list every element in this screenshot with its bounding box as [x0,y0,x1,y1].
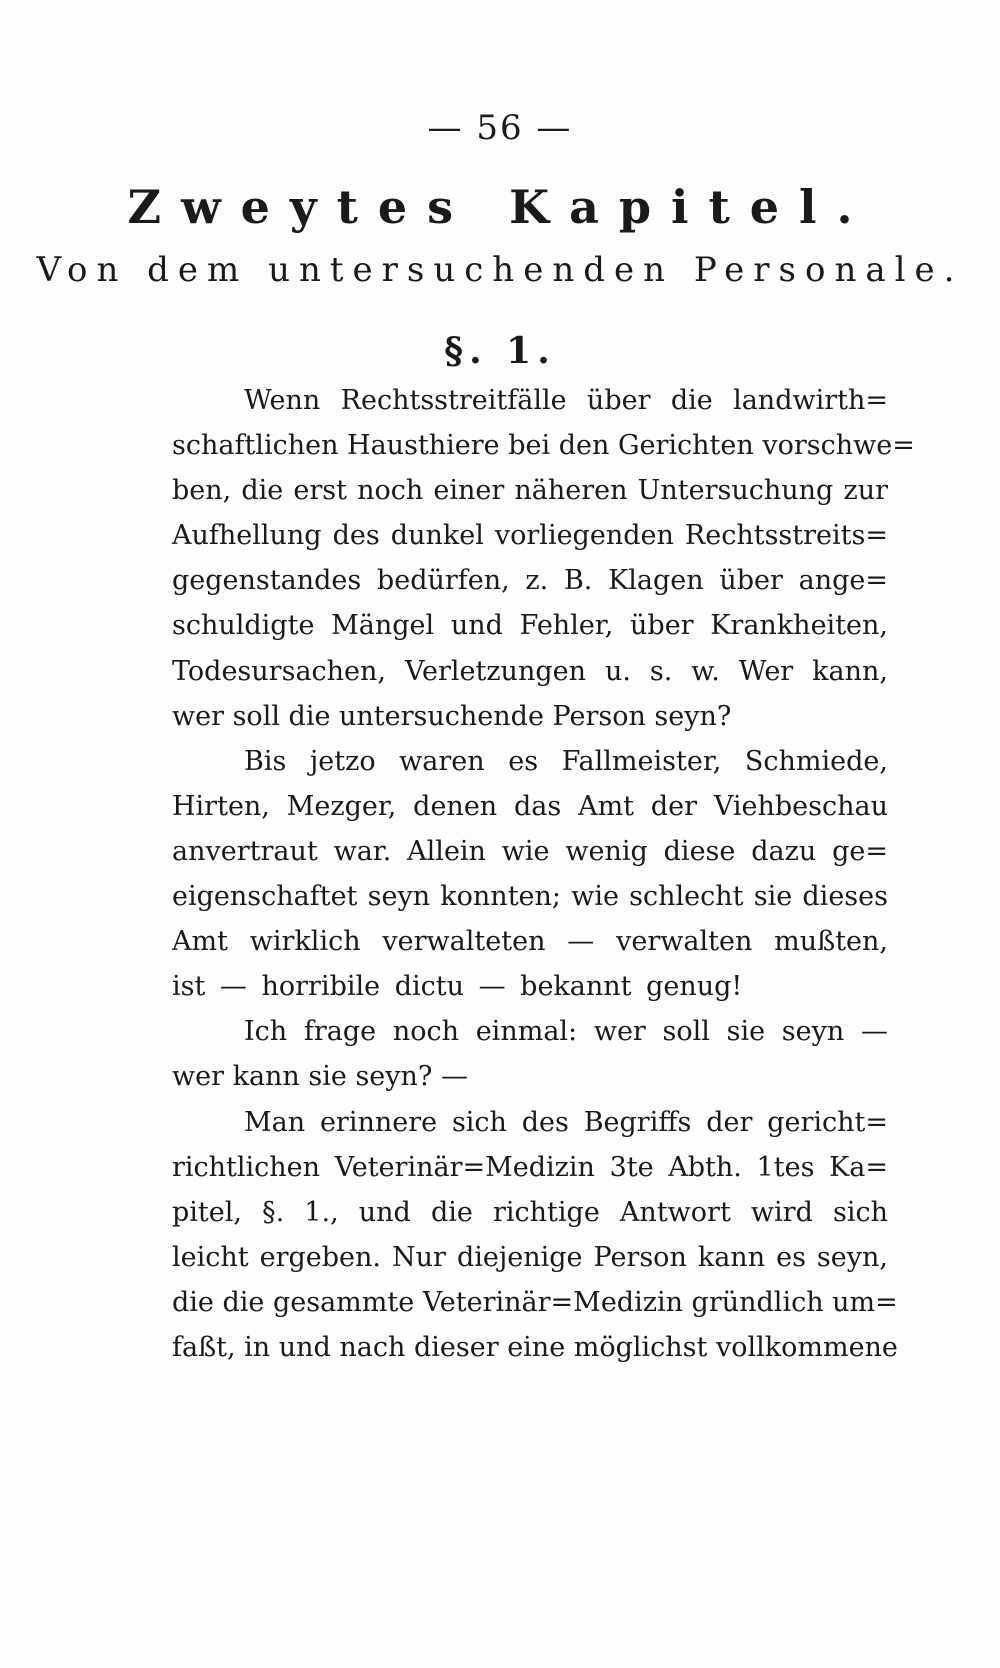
text-line: die die gesammte Veterinär=Medizin gründlich um= [172,1286,898,1318]
text-line: pitel, §. 1., und die richtige Antwort wird sich [172,1196,888,1228]
text-line: ben, die erst noch einer näheren Untersuchung zur [172,475,888,507]
text-line: Aufhellung des dunkel vorliegenden Rechtsstreits= [172,520,888,552]
section-heading: §. 1. [444,330,556,372]
text-line: Bis jetzo waren es Fallmeister, Schmiede, [244,745,888,777]
text-line: Ich frage noch einmal: wer soll sie seyn — [244,1016,888,1048]
text-line: anvertraut war. Allein wie wenig diese dazu ge= [172,835,888,867]
text-line: schuldigte Mängel und Fehler, über Krankheiten, [172,610,888,642]
text-line: Hirten, Mezger, denen das Amt der Viehbeschau [172,790,888,822]
text-line: leicht ergeben. Nur diejenige Person kann es seyn, [172,1241,888,1273]
body-text [172,378,915,1370]
chapter-subtitle: Von dem untersuchenden Personale. [36,250,964,290]
text-line: faßt, in und nach dieser eine möglichst vollkommene [172,1331,898,1363]
text-line: wer soll die untersuchende Person seyn? [172,700,732,732]
text-line: wer kann sie seyn? — [172,1061,468,1093]
text-line: richtlichen Veterinär=Medizin 3te Abth. 1tes Ka= [172,1151,888,1183]
text-line: eigenschaftet seyn konnten; wie schlecht sie dieses [172,881,888,913]
text-line: gegenstandes bedürfen, z. B. Klagen über ange= [172,565,888,597]
page-number-header: — 56 — [427,108,573,148]
text-line: Man erinnere sich des Begriffs der gericht= [244,1106,888,1138]
text-line: ist — horribile dictu — bekannt genug! [172,971,743,1003]
text-line: schaftlichen Hausthiere bei den Gerichten vorschwe= [172,430,915,462]
text-line: Todesursachen, Verletzungen u. s. w. Wer kann, [172,655,888,687]
chapter-title: Zweytes Kapitel. [127,180,873,234]
text-line: Wenn Rechtsstreitfälle über die landwirth= [244,385,888,416]
text-line: Amt wirklich verwalteten — verwalten mußten, [172,926,888,958]
